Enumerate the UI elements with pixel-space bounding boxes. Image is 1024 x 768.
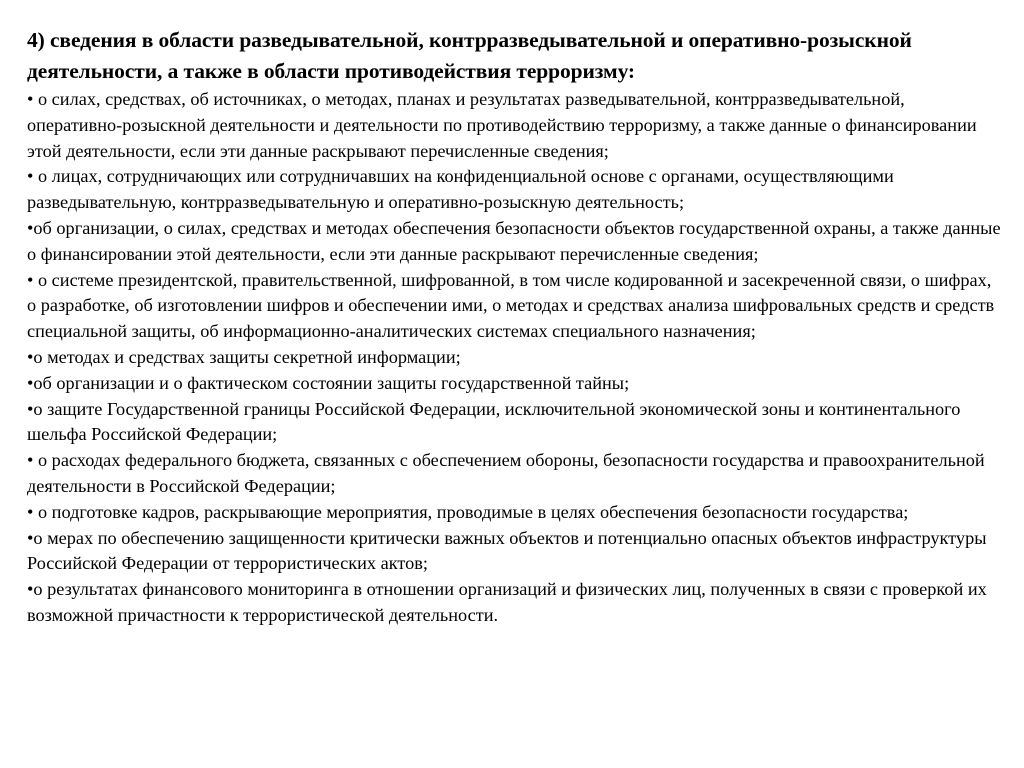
list-item: •о методах и средствах защиты секретной информации; bbox=[27, 346, 461, 367]
list-item: • о лицах, сотрудничающих или сотрудничавших на конфиденциальной основе с органами, осуществляющими разведывательную, контрразведывательную и оперативно-розыскную деятельность; bbox=[27, 166, 894, 213]
list-item: •об организации, о силах, средствах и методах обеспечения безопасности объектов государственной охраны, а также данные о финансировании этой деятельности, если эти данные раскрывают перечисленные сведения; bbox=[27, 217, 1001, 264]
list-item: •об организации и о фактическом состоянии защиты государственной тайны; bbox=[27, 372, 630, 393]
list-item: • о расходах федерального бюджета, связанных с обеспечением обороны, безопасности государства и правоохранительной деятельности в Российской Федерации; bbox=[27, 450, 985, 496]
list-item: • о подготовке кадров, раскрывающие мероприятия, проводимые в целях обеспечения безопасности государства; bbox=[27, 501, 909, 522]
list-item: •о результатах финансового мониторинга в отношении организаций и физических лиц, полученных в связи с проверкой их возможной причастности к террористической деятельности. bbox=[27, 579, 987, 625]
list-item: •о защите Государственной границы Российской Федерации, исключительной экономической зоны и континентального шельфа Российской Федерации; bbox=[27, 398, 961, 445]
slide-content bbox=[27, 25, 1002, 629]
list-item: • о силах, средствах, об источниках, о методах, планах и результатах разведывательной, контрразведывательной, оперативно-розыскной деятельности и деятельности по противодействию терроризму, а также данные о финансировании этой деятельности, если эти данные раскрывают перечисленные сведения; bbox=[27, 89, 977, 161]
list-item: • о системе президентской, правительственной, шифрованной, в том числе кодированной и засекреченной связи, о шифрах, о разработке, об изготовлении шифров и обеспечении ими, о методах и средствах анализа шифровальных средств и средств специальной защиты, об информационно-аналитических системах специального назначения; bbox=[27, 269, 995, 342]
bullet-list bbox=[27, 87, 1002, 629]
section-heading: 4) сведения в области разведывательной, контрразведывательной и оперативно-розыскной деятельности, а также в области противодействия терроризму: bbox=[27, 28, 912, 83]
list-item: •о мерах по обеспечению защищенности критически важных объектов и потенциально опасных объектов инфраструктуры Российской Федерации от террористических актов; bbox=[27, 527, 987, 574]
